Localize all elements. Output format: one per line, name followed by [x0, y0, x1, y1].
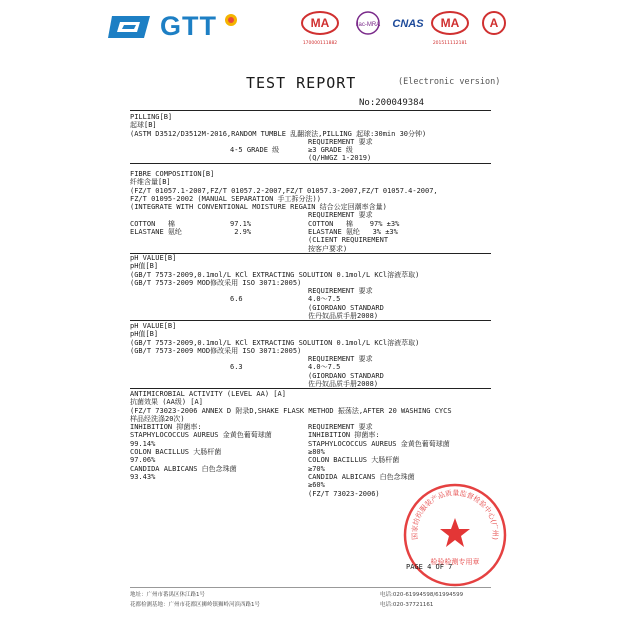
section-heading: PILLING[B]	[130, 113, 173, 121]
result-row	[130, 245, 491, 253]
requirement: (CLIENT REQUIREMENT	[308, 236, 389, 245]
fibre-composition-section	[130, 170, 491, 254]
inspection-seal-icon	[400, 480, 510, 590]
cma-mark-icon	[300, 10, 340, 46]
test-method: (GB/T 7573-2009 MOD修改采用 ISO 3071:2005)	[130, 346, 302, 355]
result-row	[130, 211, 491, 219]
test-method: (FZ/T 73023-2006 ANNEX D 附录D,SHAKE FLASK METHOD 振荡法,AFTER 20 WASHING CYCS	[130, 406, 452, 415]
requirement: COLON BACILLUS 大肠杆菌	[308, 456, 400, 465]
requirement: REQUIREMENT 要求	[308, 211, 373, 220]
requirement: ≥60%	[308, 481, 325, 490]
test-method: FZ/T 01095-2002 (MANUAL SEPARATION 手工拆分法))	[130, 194, 321, 203]
section-heading: ANTIMICROBIAL ACTIVITY (LEVEL AA) [A]	[130, 390, 286, 398]
requirement: (Q/HWGZ 1-2019)	[308, 154, 372, 163]
label: STAPHYLOCOCCUS AUREUS 金黄色葡萄球菌	[130, 431, 272, 440]
cert-label: MA	[440, 16, 460, 30]
page-number: PAGE 4 OF 7	[406, 563, 453, 571]
result-row	[130, 363, 491, 371]
cert-label: ilac-MRA	[355, 22, 381, 28]
result-row	[130, 154, 491, 162]
result-row	[130, 380, 491, 388]
cert-label: CNAS	[392, 18, 424, 30]
seal-ring-text: 国家纺织服装产品质量监督检验中心(广州)	[410, 489, 500, 541]
ph-value-section-2	[130, 322, 491, 389]
result-row	[130, 440, 491, 448]
requirement: REQUIREMENT 要求	[308, 423, 373, 432]
divider	[130, 110, 491, 111]
result-row	[130, 355, 491, 363]
result-row	[130, 431, 491, 439]
seal-bottom-text: 检验检测专用章	[430, 558, 480, 566]
test-method: (ASTM D3512/D3512M-2016,RANDOM TUMBLE 乱翻滚法,PILLING 起球:30min 30分钟)	[130, 129, 427, 138]
ilac-mark-icon	[348, 10, 388, 40]
requirement: ≥3 GRADE 级	[308, 146, 353, 155]
requirement: 4.0～7.5	[308, 295, 341, 304]
section-heading: pH VALUE[B]	[130, 254, 177, 262]
result-row	[130, 220, 491, 228]
result-row	[130, 287, 491, 295]
requirement: ≥70%	[308, 464, 325, 473]
requirement: ≥80%	[308, 448, 325, 457]
cert-code: 170000111882	[302, 41, 338, 46]
label: ELASTANE 氨纶	[130, 228, 182, 237]
test-method: (FZ/T 01057.1-2007,FZ/T 01057.2-2007,FZ/T 01057.3-2007,FZ/T 01057.4-2007,	[130, 186, 438, 195]
result-row	[130, 465, 491, 473]
cert-code: 201511112181	[432, 41, 468, 46]
requirement: COTTON 棉 97% ±3%	[308, 219, 400, 228]
cert-label: A	[489, 16, 499, 30]
result-row	[130, 304, 491, 312]
requirement: 按客户要求)	[308, 244, 348, 253]
requirement: (GIORDANO STANDARD	[308, 371, 384, 380]
requirement: (GIORDANO STANDARD	[308, 303, 384, 312]
label: CANDIDA ALBICANS 白色念珠菌	[130, 464, 237, 473]
cnas-mark-icon	[388, 10, 428, 40]
test-method: (GB/T 7573-2009 MOD修改采用 ISO 3071:2005)	[130, 278, 302, 287]
cma-mark-icon-2	[430, 10, 470, 46]
result: 99.14%	[130, 439, 156, 448]
label: INHIBITION 抑菌率:	[130, 423, 202, 432]
report-number: No:200049384	[359, 98, 425, 108]
requirement: ELASTANE 氨纶 3% ±3%	[308, 228, 398, 237]
brand-dot-icon	[224, 12, 238, 31]
cert-label: MA	[310, 16, 330, 30]
footer-divider	[130, 587, 491, 588]
result: 97.1%	[230, 219, 252, 228]
requirement: REQUIREMENT 要求	[308, 287, 373, 296]
cal-mark-icon	[474, 10, 514, 40]
requirement: REQUIREMENT 要求	[308, 137, 373, 146]
result: 97.06%	[130, 456, 156, 465]
requirement: 佐丹奴品质手册2008)	[308, 380, 379, 389]
result-row	[130, 312, 491, 320]
requirement: (FZ/T 73023-2006)	[308, 489, 380, 498]
test-method: (GB/T 7573-2009,0.1mol/L KCl EXTRACTING SOLUTION 0.1mol/L KCl溶液萃取)	[130, 338, 420, 347]
section-heading-cn: 纤维含量[B]	[130, 178, 171, 187]
section-heading-cn: pH值[B]	[130, 262, 159, 271]
address: 地址：广州市番禺区休江路1号	[130, 592, 206, 598]
pilling-section	[130, 113, 491, 164]
section-heading-cn: pH值[B]	[130, 330, 159, 339]
result: 6.3	[230, 363, 243, 372]
result: 2.9%	[230, 228, 252, 237]
requirement: CANDIDA ALBICANS 白色念珠菌	[308, 472, 415, 481]
section-heading: pH VALUE[B]	[130, 322, 177, 330]
telephone: 电话:020-61994598/61994599	[380, 592, 464, 598]
result: 93.43%	[130, 472, 156, 481]
gtt-logo-icon	[108, 12, 154, 46]
ph-value-section-1	[130, 254, 491, 321]
result-row	[130, 228, 491, 236]
section-heading: FIBRE COMPOSITION[B]	[130, 170, 215, 178]
telephone-2: 电话:020-37721161	[380, 602, 434, 608]
section-heading-cn: 抗菌效果 (AA级) [A]	[130, 398, 203, 407]
result-row	[130, 372, 491, 380]
result-row	[130, 236, 491, 244]
test-method: (GB/T 7573-2009,0.1mol/L KCl EXTRACTING SOLUTION 0.1mol/L KCl溶液萃取)	[130, 270, 420, 279]
result-row	[130, 295, 491, 303]
label: COLON BACILLUS 大肠杆菌	[130, 448, 222, 457]
result: 6.6	[230, 295, 243, 304]
requirement: 4.0～7.5	[308, 363, 341, 372]
result-row	[130, 138, 491, 146]
branch-address: 花都检测基地：广州市花都区狮岭镇狮岭河滨西路1号	[130, 602, 261, 608]
requirement: REQUIREMENT 要求	[308, 355, 373, 364]
requirement: INHIBITION 抑菌率:	[308, 431, 380, 440]
brand-name: GTT	[160, 11, 217, 41]
test-method: (INTEGRATE WITH CONVENTIONAL MOISTURE REGAIN 结合公定回潮率含量)	[130, 203, 387, 212]
requirement: 佐丹奴品质手册2008)	[308, 312, 379, 321]
report-title: TEST REPORT	[246, 74, 357, 92]
section-heading-cn: 起球[B]	[130, 121, 157, 130]
test-method: 样品经洗涤20次)	[130, 414, 185, 423]
requirement: STAPHYLOCOCCUS AUREUS 金黄色葡萄球菌	[308, 439, 450, 448]
label: COTTON 棉	[130, 219, 175, 228]
result-row	[130, 456, 491, 464]
report-subtitle: (Electronic version)	[398, 77, 501, 87]
result-row	[130, 146, 491, 154]
result: 4-5 GRADE 级	[230, 146, 280, 155]
